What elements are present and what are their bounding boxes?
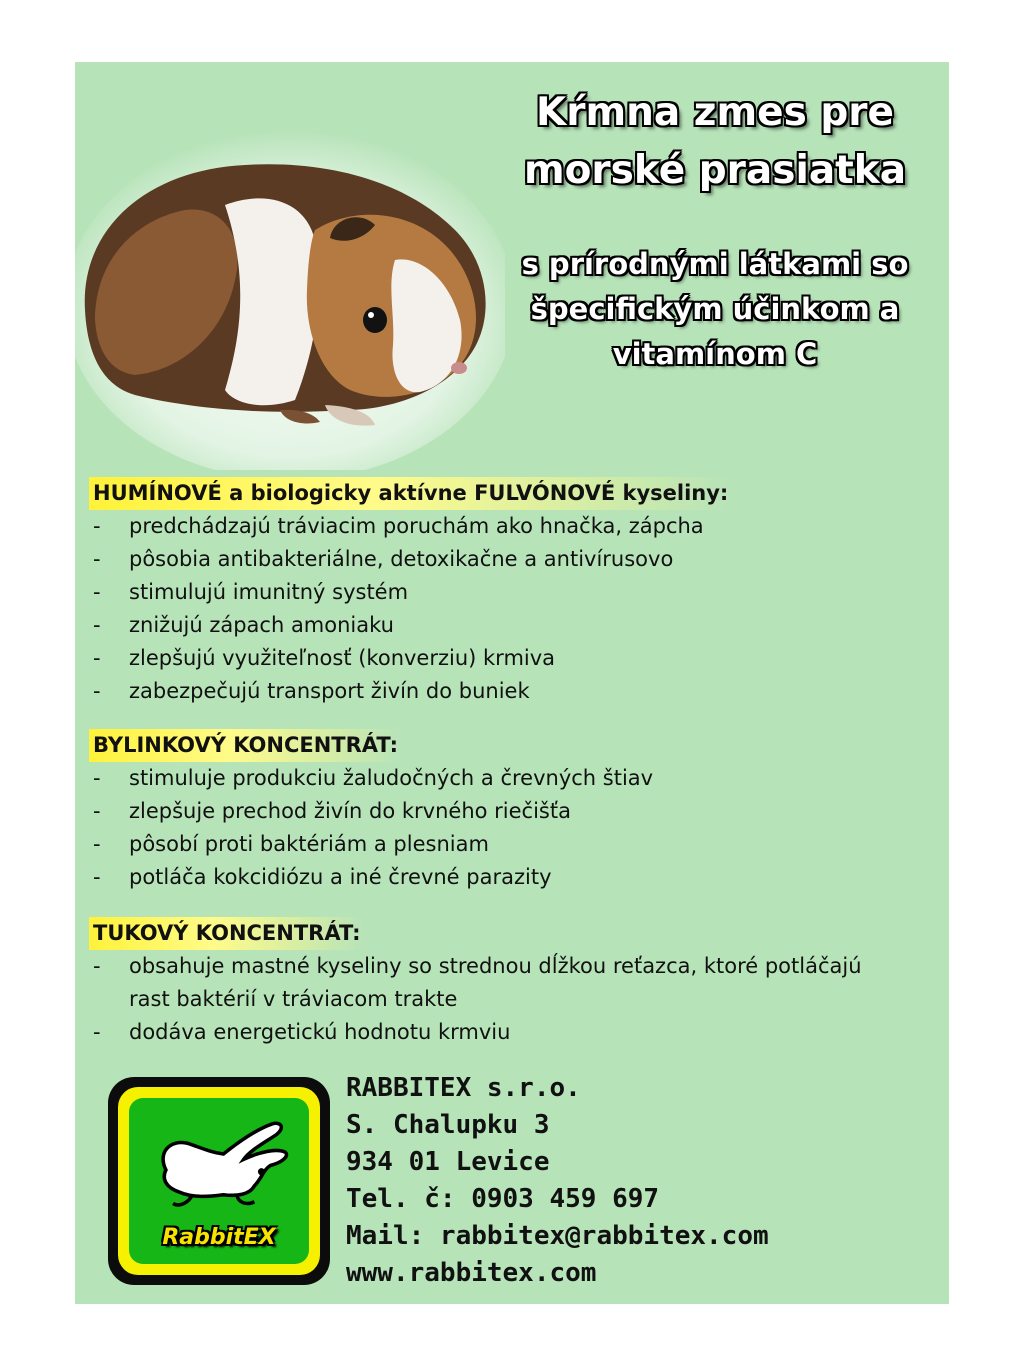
subtitle-line-2: špecifickým účinkom a: [530, 292, 900, 326]
list-item: - potláča kokcidiózu a iné črevné parazity: [89, 861, 939, 894]
logo-yellow-frame: [118, 1087, 320, 1275]
list-item: - zlepšujú využiteľnosť (konverziu) krmiva: [89, 642, 939, 675]
city-address: 934 01 Levice: [346, 1147, 550, 1177]
phone-number: Tel. č: 0903 459 697: [346, 1184, 660, 1214]
list-item: - zlepšuje prechod živín do krvného riečišťa: [89, 795, 939, 828]
section-humic-acids: [89, 477, 939, 708]
list-item: - pôsobí proti baktériám a plesniam: [89, 828, 939, 861]
guinea-pig-image: [75, 110, 505, 470]
list-item: - pôsobia antibakteriálne, detoxikačne a antivírusovo: [89, 543, 939, 576]
list-item: - zabezpečujú transport živín do buniek: [89, 675, 939, 708]
list-item: - stimulujú imunitný systém: [89, 576, 939, 609]
title-line-1: Kŕmna zmes pre: [536, 90, 894, 135]
benefit-list: [89, 762, 939, 894]
website-link: www.rabbitex.com: [346, 1258, 597, 1288]
email-address: Mail: rabbitex@rabbitex.com: [346, 1221, 769, 1251]
product-subtitle: [495, 242, 935, 377]
product-title: [495, 84, 935, 200]
logo-wordmark: RabbitEX: [162, 1225, 276, 1250]
logo-green-field: [129, 1098, 309, 1264]
list-item: - dodáva energetickú hodnotu krmviu: [89, 1016, 889, 1049]
benefit-list: [89, 510, 939, 708]
list-item: - obsahuje mastné kyseliny so strednou dĺžkou reťazca, ktoré potláčajú rast baktérií v tráviacom trakte: [89, 950, 889, 1016]
title-line-2: morské prasiatka: [523, 148, 907, 193]
subtitle-line-3: vitamínom C: [612, 337, 818, 371]
rabbit-icon: [139, 1108, 299, 1223]
section-heading: HUMÍNOVÉ a biologicky aktívne FULVÓNOVÉ kyseliny:: [89, 477, 732, 510]
street-address: S. Chalupku 3: [346, 1110, 550, 1140]
subtitle-line-1: s prírodnými látkami so: [521, 247, 909, 281]
section-herbal-concentrate: [89, 729, 939, 894]
section-heading: TUKOVÝ KONCENTRÁT:: [89, 917, 365, 950]
list-item: - znižujú zápach amoniaku: [89, 609, 939, 642]
section-heading: BYLINKOVÝ KONCENTRÁT:: [89, 729, 402, 762]
rabbitex-logo: [108, 1077, 330, 1285]
benefit-list: [89, 950, 889, 1049]
contact-block: [346, 1070, 769, 1292]
list-item: - stimuluje produkciu žaludočných a črevných štiav: [89, 762, 939, 795]
list-item: - predchádzajú tráviacim poruchám ako hnačka, zápcha: [89, 510, 939, 543]
poster: [75, 62, 949, 1304]
company-name: RABBITEX s.r.o.: [346, 1073, 581, 1103]
section-fat-concentrate: [89, 917, 939, 1049]
